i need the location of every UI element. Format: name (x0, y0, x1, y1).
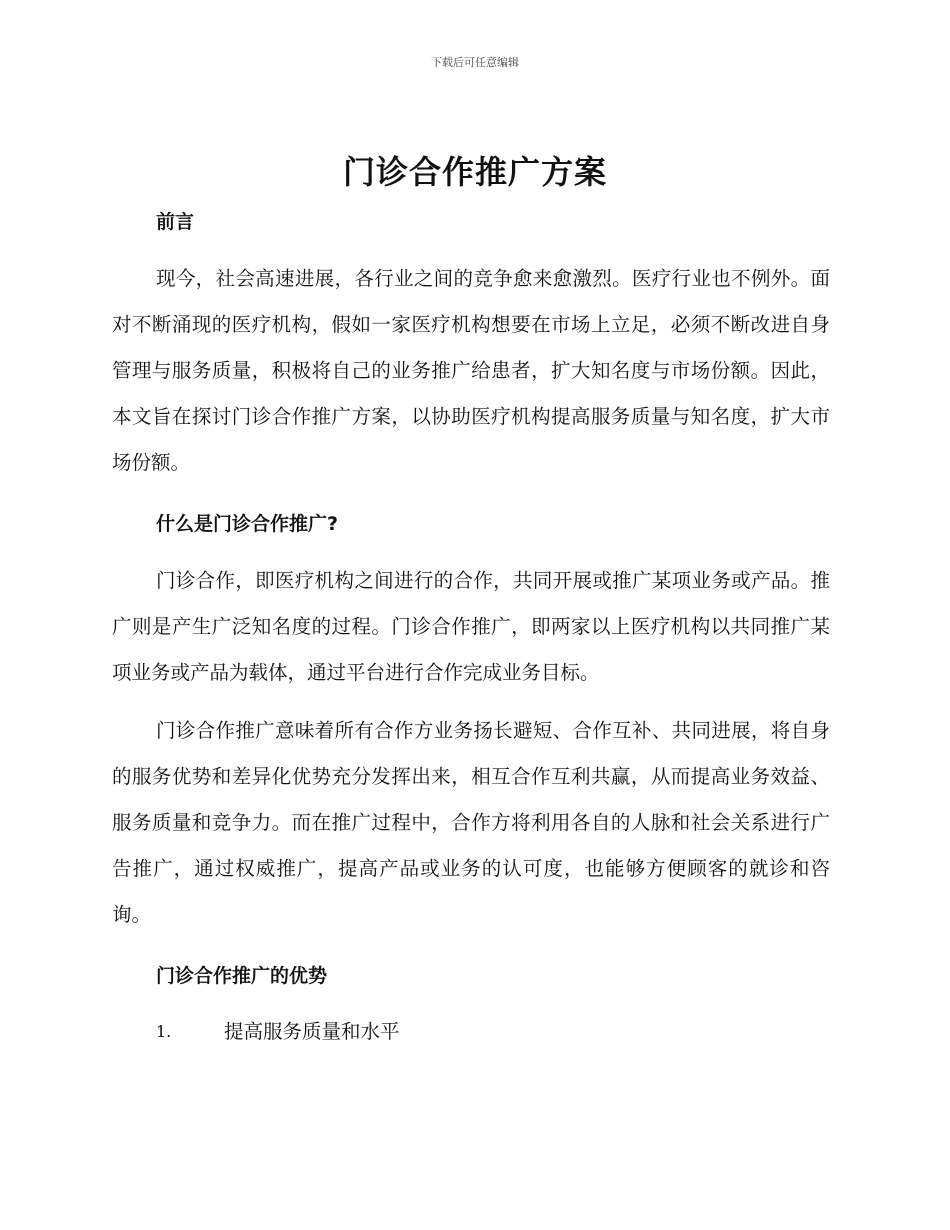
document-body (112, 200, 830, 1054)
section-heading-preface: 前言 (156, 211, 195, 233)
header-note: 下载后可任意编辑 (431, 56, 519, 69)
paragraph-preface: 现今，社会高速进展，各行业之间的竞争愈来愈激烈。医疗行业也不例外。面对不断涌现的医疗机构，假如一家医疗机构想要在市场上立足，必须不断改进自身管理与服务质量，积极将自己的业务推广给患者，扩大知名度与市场份额。因此，本文旨在探讨门诊合作推广方案，以协助医疗机构提高服务质量与知名度，扩大市场份额。 (112, 267, 830, 474)
paragraph-what-is-1: 门诊合作，即医疗机构之间进行的合作，共同开展或推广某项业务或产品。推广则是产生广泛知名度的过程。门诊合作推广，即两家以上医疗机构以共同推广某项业务或产品为载体，通过平台进行合作完成业务目标。 (112, 569, 830, 684)
list-item-number: 1. (156, 1022, 172, 1041)
section-heading-advantages: 门诊合作推广的优势 (156, 965, 328, 987)
document-title: 门诊合作推广方案 (342, 153, 607, 191)
list-item (112, 1010, 830, 1054)
list-item-text: 提高服务质量和水平 (224, 1020, 400, 1043)
paragraph-what-is-2: 门诊合作推广意味着所有合作方业务扬长避短、合作互补、共同进展，将自身的服务优势和差异化优势充分发挥出来，相互合作互利共赢，从而提高业务效益、服务质量和竞争力。而在推广过程中，合作方将利用各自的人脉和社会关系进行广告推广，通过权威推广，提高产品或业务的认可度，也能够方便顾客的就诊和咨询。 (112, 719, 830, 926)
section-heading-what-is: 什么是门诊合作推广? (156, 513, 339, 535)
